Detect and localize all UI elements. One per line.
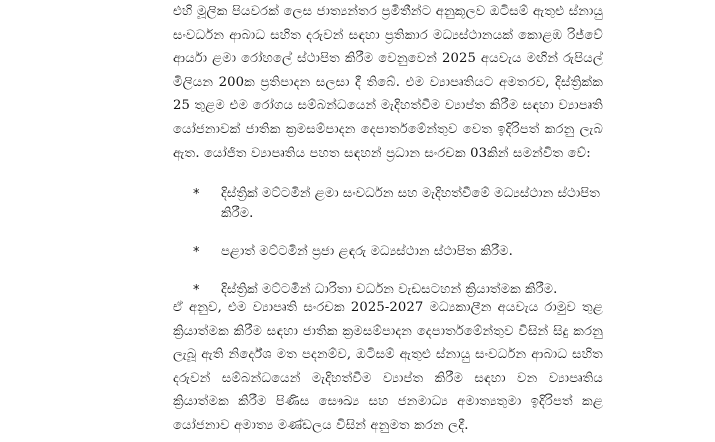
list-item-text: පළාත් මට්ටමින් ප්‍රජා ළඳරු මධ්‍යස්ථාන ස්ථාපිත කිරීම. <box>221 244 513 259</box>
list-item-text: දිස්ත්‍රික් මට්ටමින් ළමා සංවර්ධන සහ මැදිහත්වීමේ මධ්‍යස්ථාන ස්ථාපිත කිරීම. <box>221 186 600 221</box>
bullet-asterisk-icon: * <box>193 283 200 298</box>
component-list <box>173 184 603 300</box>
bullet-asterisk-icon: * <box>193 245 200 260</box>
bullet-asterisk-icon: * <box>193 187 200 202</box>
list-item <box>173 184 603 224</box>
list-item <box>173 242 603 262</box>
paragraph-decision: ඒ අනුව, එම ව්‍යාපෘති සංරචක 2025-2027 මධ්‍යකාලීන අයවැය රාමුව තුළ ක්‍රියාත්මක කිරීම සඳහා ජාතික ක්‍රමසම්පාදන දෙපාර්තමේන්තුව විසින් සිදු කරනු ලැබූ ඇති නිර්දේශ මත පදනම්ව, ඔටිසම් ඇතුළු ස්නායු සංවර්ධන ආබාධ සහිත දරුවන් සම්බන්ධයෙන් මැදිහත්වීම ව්‍යාප්ත කිරීම සඳහා වන ව්‍යාපෘතිය ක්‍රියාත්මක කිරීම පිණිස සෞඛ්‍ය සහ ජනමාධ්‍ය අමාත්‍යතුමා ඉදිරිපත් කළ යෝජනාව අමාත්‍ය මණ්ඩලය විසින් අනුමත කරන ලදී. <box>173 300 603 433</box>
list-item-text: දිස්ත්‍රික් මට්ටමින් ධාරිතා වර්ධන වැඩසටහන් ක්‍රියාත්මක කිරීම. <box>221 282 558 297</box>
paragraph-intro: එහි මූලික පියවරක් ලෙස ජාත්‍යන්තර ප්‍රමිතීන්ට අනුකූලව ඔටිසම් ඇතුළු ස්නායු සංවර්ධන ආබාධ සහිත දරුවන් සඳහා ප්‍රතිකාර මධ්‍යස්ථානයක් කොළඹ රිජ්වේ ආර්යා ළමා රෝහලේ ස්ථාපිත කිරීම වෙනුවෙන් 2025 අයවැය මඟින් රුපියල් මිලියන 200ක ප්‍රතිපාදන සලසා දී තිබේ. එම ව්‍යාපෘතියට අමතරව, දිස්ත්‍රික්ක 25 තුළම එම රෝගය සම්බන්ධයෙන් මැදිහත්වීම ව්‍යාප්ත කිරීම සඳහා ව්‍යාපෘති යෝජනාවක් ජාතික ක්‍රමසම්පාදන දෙපාර්තමේන්තුව වෙත ඉදිරිපත් කරනු ලැබ ඇත. යෝජිත ව්‍යාපෘතිය පහත සඳහන් ප්‍රධාන සංරචක 03කින් සමන්විත වේ: <box>173 4 603 161</box>
